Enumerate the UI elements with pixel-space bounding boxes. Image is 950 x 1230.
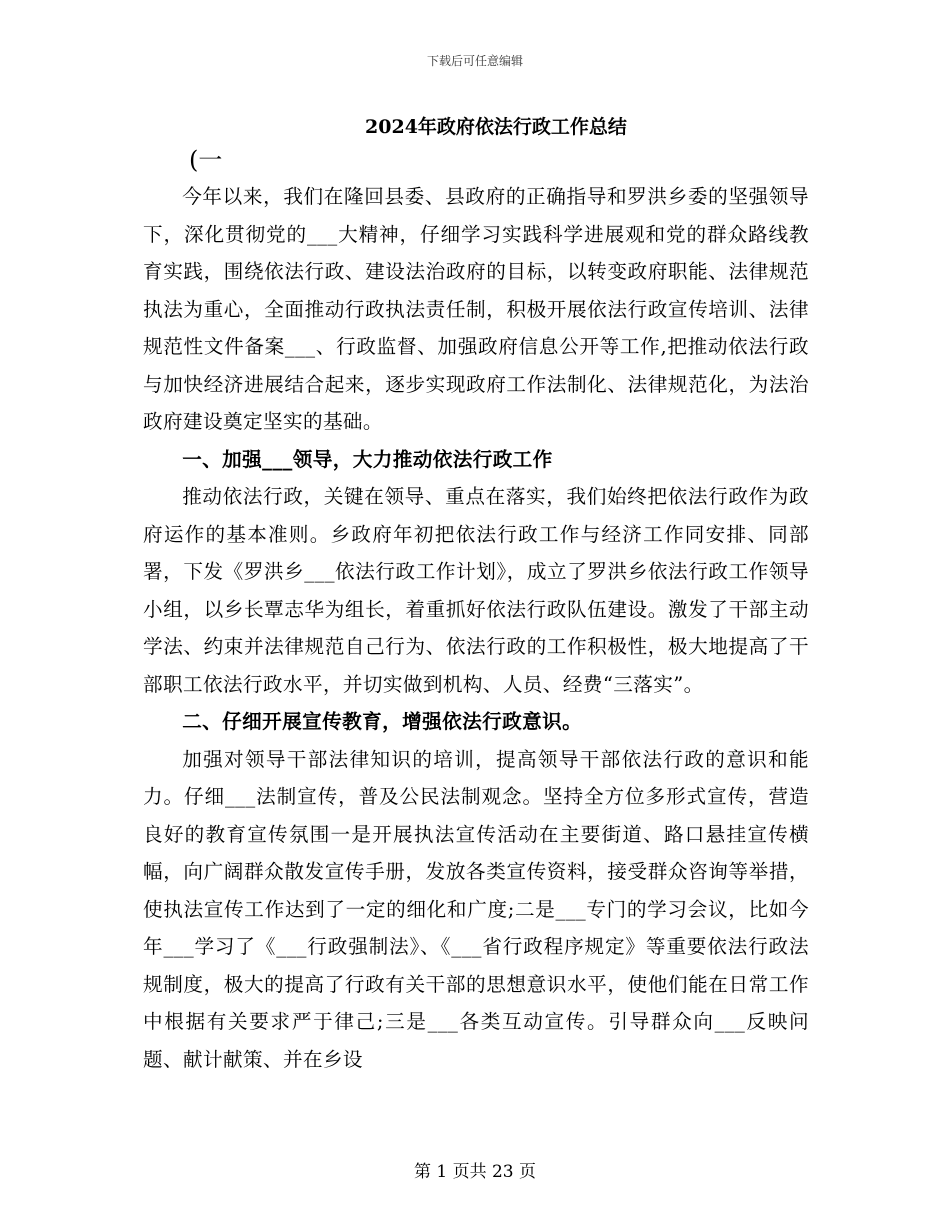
page-footer: 第 1 页共 23 页 — [413, 1162, 537, 1182]
intro-paragraph: 今年以来，我们在隆回县委、县政府的正确指导和罗洪乡委的坚强领导下，深化贯彻党的___大精神，仔细学习实践科学进展观和党的群众路线教育实践，围绕依法行政、建设法治政府的目标，以转变政府职能、法律规范执法为重心，全面推动行政执法责任制，积极开展依法行政宣传培训、法律规范性文件备案___、行政监督、加强政府信息公开等工作,把推动依法行政与加快经济进展结合起来，逐步实现政府工作法制化、法律规范化，为法治政府建设奠定坚实的基础。 — [143, 185, 809, 433]
section-1-heading: 一、加强___领导，大力推动依法行政工作 — [182, 447, 553, 471]
section-2-heading: 二、仔细开展宣传教育，增强依法行政意识。 — [182, 710, 583, 733]
section-2-paragraph: 加强对领导干部法律知识的培训，提高领导干部依法行政的意识和能力。仔细___法制宣传，普及公民法制观念。坚持全方位多形式宣传，营造良好的教育宣传氛围一是开展执法宣传活动在主要街道、路口悬挂宣传横幅，向广阔群众散发宣传手册，发放各类宣传资料，接受群众咨询等举措，使执法宣传工作达到了一定的细化和广度;二是___专门的学习会议，比如今年___学习了《___行政强制法》、《___省行政程序规定》等重要依法行政法规制度，极大的提高了行政有关干部的思想意识水平，使他们能在日常工作中根据有关要求严于律己;三是___各类互动宣传。引导群众向___反映问题、献计献策、并在乡设 — [143, 747, 809, 1071]
section-1-paragraph: 推动依法行政，关键在领导、重点在落实，我们始终把依法行政作为政府运作的基本准则。乡政府年初把依法行政工作与经济工作同安排、同部署，下发《罗洪乡___依法行政工作计划》，成立了罗洪乡依法行政工作领导小组，以乡长覃志华为组长，着重抓好依法行政队伍建设。激发了干部主动学法、约束并法律规范自己行为、依法行政的工作积极性，极大地提高了干部职工依法行政水平，并切实做到机构、人员、经费“三落实”。 — [143, 485, 809, 696]
document-body — [143, 112, 809, 1078]
document-subtitle: (一 — [189, 146, 223, 174]
document-title: 2024年政府依法行政工作总结 — [365, 116, 627, 138]
page-header: 下载后可任意编辑 — [426, 54, 523, 68]
